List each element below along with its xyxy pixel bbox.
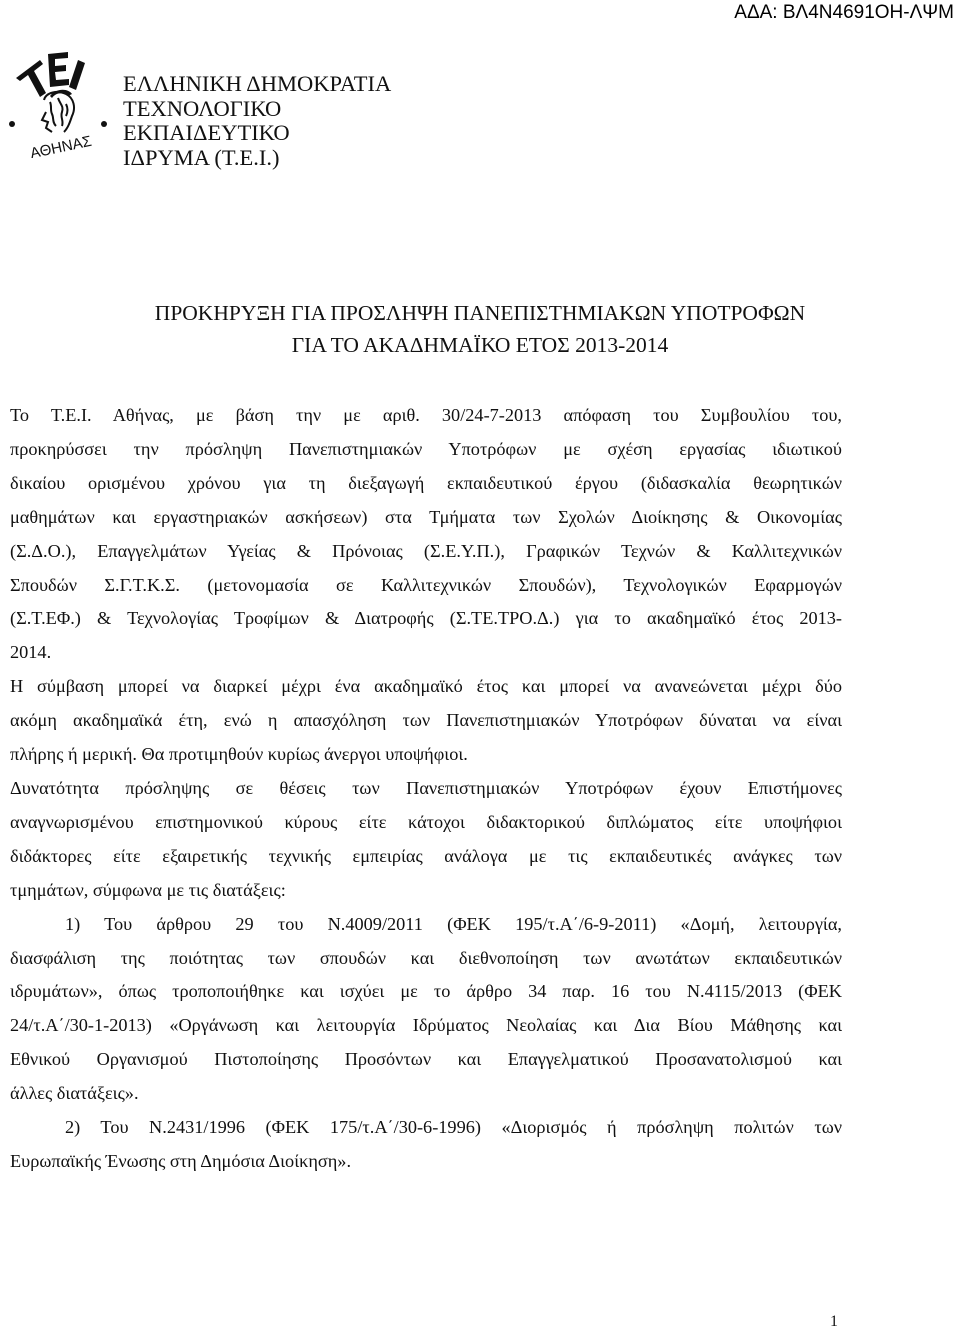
ada-code: ΑΔΑ: ΒΛ4Ν4691ΟΗ-ΛΨΜ (734, 2, 954, 23)
intro-paragraph (10, 399, 842, 670)
text-line: ακόμη ακαδημαϊκά έτη, ενώ η απασχόληση των Πανεπιστημιακών Υποτρόφων δύναται να είναι (10, 710, 842, 731)
text-line: Σπουδών Σ.Γ.Τ.Κ.Σ. (μετονομασία σε Καλλιτεχνικών Σπουδών), Τεχνολογικών Εφαρμογών (10, 574, 842, 595)
title-line: ΠΡΟΚΗΡΥΞΗ ΓΙΑ ΠΡΟΣΛΗΨΗ ΠΑΝΕΠΙΣΤΗΜΙΑΚΩΝ ΥΠΟΤΡΟΦΩΝ (154, 301, 806, 325)
text-line: διασφάλιση της ποιότητας των σπουδών και διεθνοποίηση των ανωτάτων εκπαιδευτικών (10, 947, 842, 968)
text-line: Εθνικού Οργανισμού Πιστοποίησης Προσόντων και Επαγγελματικού Προσανατολισμού και (10, 1049, 842, 1070)
list-item (10, 908, 842, 1111)
text-line: 1) Του άρθρου 29 του Ν.4009/2011 (ΦΕΚ 195/τ.Α΄/6-9-2011) «Δομή, λειτουργία, (65, 913, 842, 934)
text-line: (Σ.Τ.ΕΦ.) & Τεχνολογίας Τροφίμων & Διατροφής (Σ.ΤΕ.ΤΡΟ.Δ.) για το ακαδημαϊκό έτος 2013- (10, 608, 842, 629)
text-line: 24/τ.Α΄/30-1-2013) «Οργάνωση και λειτουργία Ιδρύματος Νεολαίας και Δια Βίου Μάθησης και (10, 1015, 842, 1036)
text-line: αναγνωρισμένου επιστημονικού κύρους είτε κάτοχοι διδακτορικού διπλώματος είτε υποψήφιοι (10, 811, 842, 832)
org-line: ΤΕΧΝΟΛΟΓΙΚΟ (123, 95, 282, 121)
org-line: ΕΚΠΑΙΔΕΥΤΙΚΟ (123, 120, 290, 145)
text-line: δικαίου ορισμένου χρόνου για τη διεξαγωγή εκπαιδευτικού έργου (διδασκαλία θεωρητικών (10, 472, 842, 493)
text-line: τμημάτων, σύμφωνα με τις διατάξεις: (10, 879, 286, 900)
text-line: διδάκτορες είτε εξαιρετικής τεχνικής εμπειρίας ανάλογα με τις εκπαιδευτικές ανάγκες των (10, 845, 842, 866)
text-line: άλλες διατάξεις». (10, 1083, 139, 1104)
document-title (0, 297, 960, 361)
list-item (10, 1111, 842, 1179)
contract-paragraph (10, 670, 842, 772)
text-line: Ευρωπαϊκής Ένωσης στη Δημόσια Διοίκηση». (10, 1150, 352, 1171)
text-line: προκηρύσσει την πρόσληψη Πανεπιστημιακών Υποτρόφων με σχέση εργασίας ιδιωτικού (10, 438, 842, 459)
text-line: Η σύμβαση μπορεί να διαρκεί μέχρι ένα ακαδημαϊκό έτος και μπορεί να ανανεώνεται μέχρι δύο (10, 676, 842, 697)
text-line: ιδρυμάτων», όπως τροποποιήθηκε και ισχύει με το άρθρο 34 παρ. 16 του Ν.4115/2013 (ΦΕΚ (10, 981, 842, 1002)
eligibility-paragraph (10, 772, 842, 908)
organization-header (123, 72, 391, 170)
org-line: ΙΔΡΥΜΑ (Τ.Ε.Ι.) (123, 144, 280, 170)
tei-athens-seal-icon (6, 48, 116, 158)
text-line: Δυνατότητα πρόσληψης σε θέσεις των Πανεπιστημιακών Υποτρόφων έχουν Επιστήμονες (10, 777, 842, 798)
text-line: 2014. (10, 642, 52, 663)
text-line: 2) Του Ν.2431/1996 (ΦΕΚ 175/τ.Α΄/30-6-1996) «Διορισμός ή πρόσληψη πολιτών των (65, 1117, 842, 1138)
title-line: ΓΙΑ ΤΟ ΑΚΑΔΗΜΑΪΚΟ ΕΤΟΣ 2013-2014 (291, 333, 669, 357)
text-line: πλήρης ή μερική. Θα προτιμηθούν κυρίως άνεργοι υποψήφιοι. (10, 744, 468, 765)
page-number: 1 (830, 1313, 838, 1330)
text-line: (Σ.Δ.Ο.), Επαγγελμάτων Υγείας & Πρόνοιας (Σ.Ε.Υ.Π.), Γραφικών Τεχνών & Καλλιτεχνικών (10, 540, 842, 561)
text-line: μαθημάτων και εργαστηριακών ασκήσεων) στα Τμήματα των Σχολών Διοίκησης & Οικονομίας (10, 506, 842, 527)
org-line: ΕΛΛΗΝΙΚΗ ΔΗΜΟΚΡΑΤΙΑ (123, 71, 392, 96)
seal-bottom-text: ΑΘΗΝΑΣ (28, 132, 94, 158)
text-line: Το Τ.Ε.Ι. Αθήνας, με βάση την με αριθ. 30/24-7-2013 απόφαση του Συμβουλίου του, (10, 405, 842, 425)
document-body (10, 399, 842, 1179)
